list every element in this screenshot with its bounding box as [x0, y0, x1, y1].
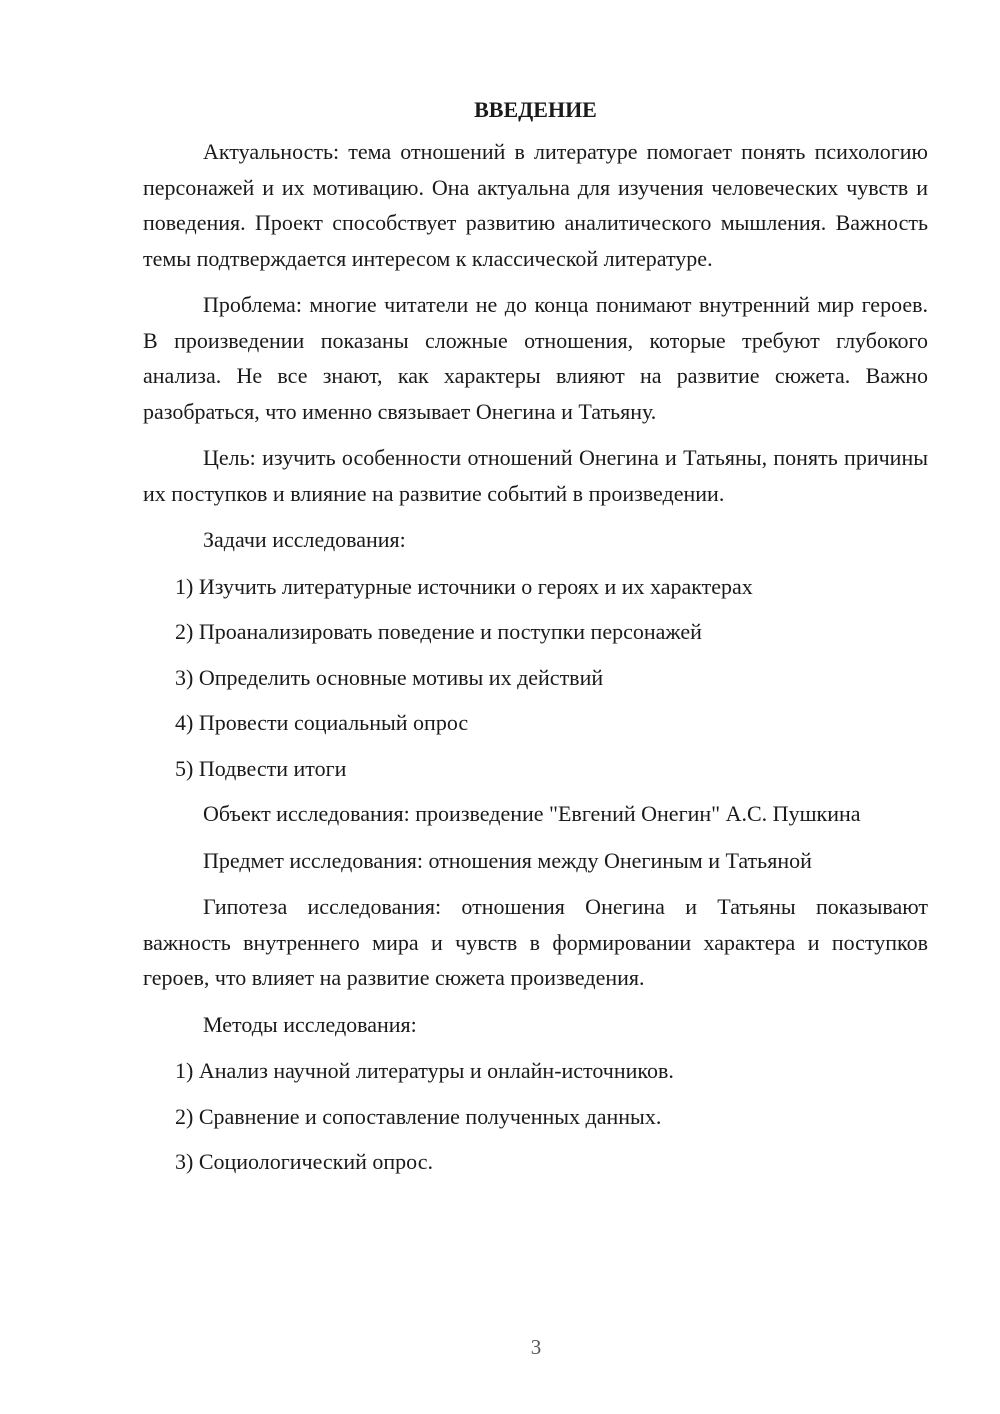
list-item: 4) Провести социальный опрос	[175, 710, 469, 735]
page-number: 3	[530, 1335, 542, 1359]
list-item: 1) Изучить литературные источники о героях и их характерах	[175, 573, 753, 599]
list-item: 3) Социологический опрос.	[175, 1149, 433, 1174]
document-page	[143, 92, 928, 1190]
methods-list	[143, 1053, 928, 1180]
list-item: 3) Определить основные мотивы их действий	[175, 664, 604, 690]
subject-paragraph: Предмет исследования: отношения между Онегиным и Татьяной	[203, 847, 812, 873]
goal-paragraph: Цель: изучить особенности отношений Онегина и Татьяны, понять причины их поступков и влияние на развитие событий в произведении.	[143, 445, 928, 506]
list-item: 2) Сравнение и сопоставление полученных данных.	[175, 1103, 662, 1129]
list-item: 1) Анализ научной литературы и онлайн-источников.	[175, 1058, 674, 1083]
section-title: ВВЕДЕНИЕ	[474, 97, 597, 122]
methods-heading: Методы исследования:	[203, 1011, 417, 1037]
object-paragraph: Объект исследования: произведение "Евгений Онегин" А.С. Пушкина	[203, 801, 861, 826]
list-item: 5) Подвести итоги	[175, 755, 347, 781]
hypothesis-paragraph: Гипотеза исследования: отношения Онегина и Татьяны показывают важность внутреннего мира и чувств в формировании характера и поступков героев, что влияет на развитие сюжета произведения.	[143, 894, 928, 990]
problem-paragraph: Проблема: многие читатели не до конца понимают внутренний мир героев. В произведении показаны сложные отношения, которые требуют глубокого анализа. Не все знают, как характеры влияют на развитие сюжета. Важно разобраться, что именно связывает Онегина и Татьяну.	[143, 292, 928, 424]
relevance-paragraph: Актуальность: тема отношений в литературе помогает понять психологию персонажей и их мотивацию. Она актуальна для изучения человеческих чувств и поведения. Проект способствует развитию аналитического мышления. Важность темы подтверждается интересом к классической литературе.	[143, 139, 928, 271]
tasks-heading: Задачи исследования:	[203, 527, 406, 552]
list-item: 2) Проанализировать поведение и поступки персонажей	[175, 619, 702, 644]
tasks-list	[143, 569, 928, 787]
